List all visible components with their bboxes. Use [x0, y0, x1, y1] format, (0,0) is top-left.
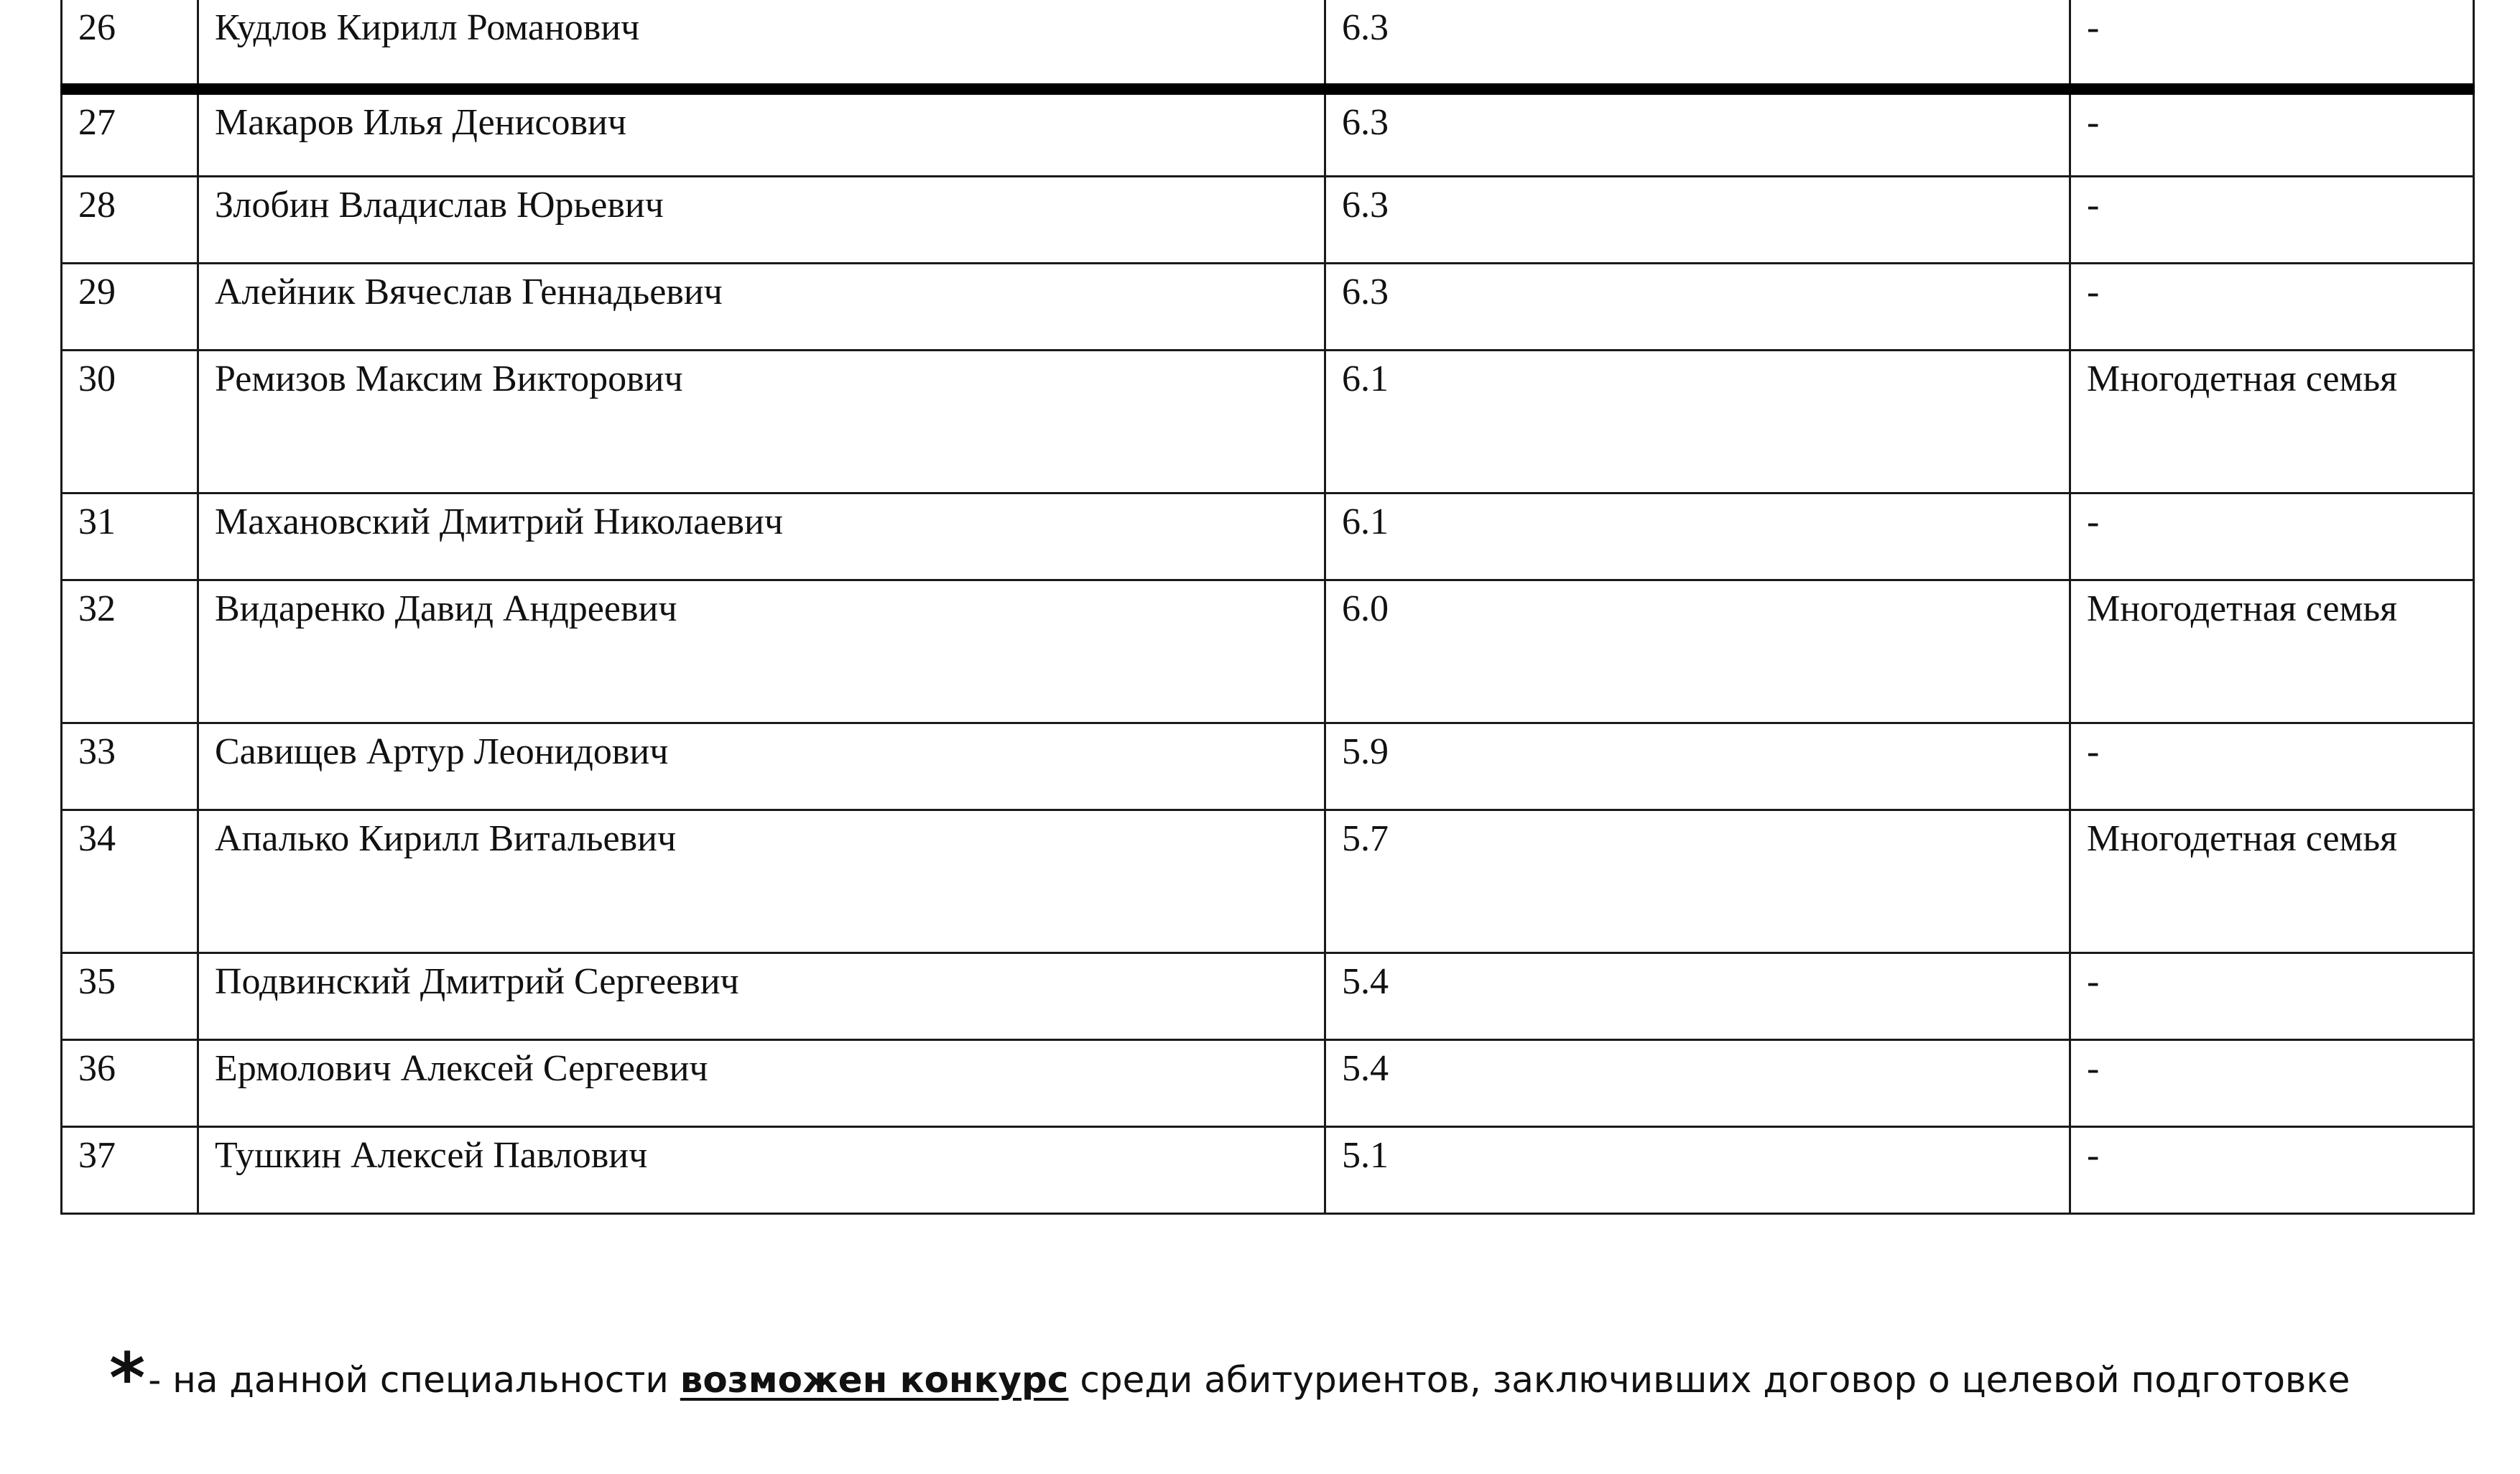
score-value: 5.4: [1325, 952, 2070, 1039]
table-row: [62, 1126, 2474, 1213]
table-body: [62, 0, 2474, 1213]
table-row: [62, 1039, 2474, 1126]
note-cell: -: [2070, 89, 2474, 176]
row-number: 37: [62, 1126, 198, 1213]
note-cell: Многодетная семья: [2070, 810, 2474, 952]
student-name: Махановский Дмитрий Николаевич: [198, 493, 1325, 580]
student-name: Апалько Кирилл Витальевич: [198, 810, 1325, 952]
table-row: [62, 0, 2474, 89]
student-name: Тушкин Алексей Павлович: [198, 1126, 1325, 1213]
student-name: Макаров Илья Денисович: [198, 89, 1325, 176]
row-number: 28: [62, 176, 198, 263]
table-row: [62, 723, 2474, 810]
applicants-table: [60, 0, 2475, 1215]
score-value: 6.3: [1325, 263, 2070, 350]
student-name: Алейник Вячеслав Геннадьевич: [198, 263, 1325, 350]
note-cell: -: [2070, 263, 2474, 350]
table-row: [62, 89, 2474, 176]
student-name: Злобин Владислав Юрьевич: [198, 176, 1325, 263]
score-value: 6.0: [1325, 580, 2070, 723]
student-name: Видаренко Давид Андреевич: [198, 580, 1325, 723]
student-name: Ремизов Максим Викторович: [198, 350, 1325, 493]
table-row: [62, 350, 2474, 493]
footnote-marker: *: [109, 1338, 146, 1419]
row-number: 32: [62, 580, 198, 723]
note-cell: -: [2070, 723, 2474, 810]
student-name: Подвинский Дмитрий Сергеевич: [198, 952, 1325, 1039]
note-cell: -: [2070, 952, 2474, 1039]
table-row: [62, 580, 2474, 723]
note-cell: Многодетная семья: [2070, 580, 2474, 723]
score-value: 5.4: [1325, 1039, 2070, 1126]
row-number: 33: [62, 723, 198, 810]
table-row: [62, 493, 2474, 580]
note-cell: -: [2070, 1126, 2474, 1213]
score-value: 5.1: [1325, 1126, 2070, 1213]
score-value: 5.7: [1325, 810, 2070, 952]
table-row: [62, 810, 2474, 952]
note-cell: -: [2070, 0, 2474, 89]
table-row: [62, 263, 2474, 350]
note-cell: -: [2070, 493, 2474, 580]
row-number: 34: [62, 810, 198, 952]
row-number: 35: [62, 952, 198, 1039]
note-cell: -: [2070, 1039, 2474, 1126]
score-value: 6.3: [1325, 0, 2070, 89]
footnote: [109, 1338, 2350, 1419]
row-number: 36: [62, 1039, 198, 1126]
score-value: 6.3: [1325, 89, 2070, 176]
footnote-text-before: - на данной специальности: [148, 1359, 680, 1401]
table-row: [62, 952, 2474, 1039]
student-name: Кудлов Кирилл Романович: [198, 0, 1325, 89]
score-value: 6.1: [1325, 493, 2070, 580]
student-name: Савищев Артур Леонидович: [198, 723, 1325, 810]
note-cell: -: [2070, 176, 2474, 263]
row-number: 27: [62, 89, 198, 176]
row-number: 29: [62, 263, 198, 350]
row-number: 26: [62, 0, 198, 89]
row-number: 31: [62, 493, 198, 580]
note-cell: Многодетная семья: [2070, 350, 2474, 493]
student-name: Ермолович Алексей Сергеевич: [198, 1039, 1325, 1126]
score-value: 6.1: [1325, 350, 2070, 493]
score-value: 5.9: [1325, 723, 2070, 810]
footnote-emphasis: возможен конкурс: [680, 1359, 1069, 1401]
footnote-text-after: среди абитуриентов, заключивших договор о целевой подготовке: [1068, 1359, 2350, 1401]
row-number: 30: [62, 350, 198, 493]
score-value: 6.3: [1325, 176, 2070, 263]
table-row: [62, 176, 2474, 263]
